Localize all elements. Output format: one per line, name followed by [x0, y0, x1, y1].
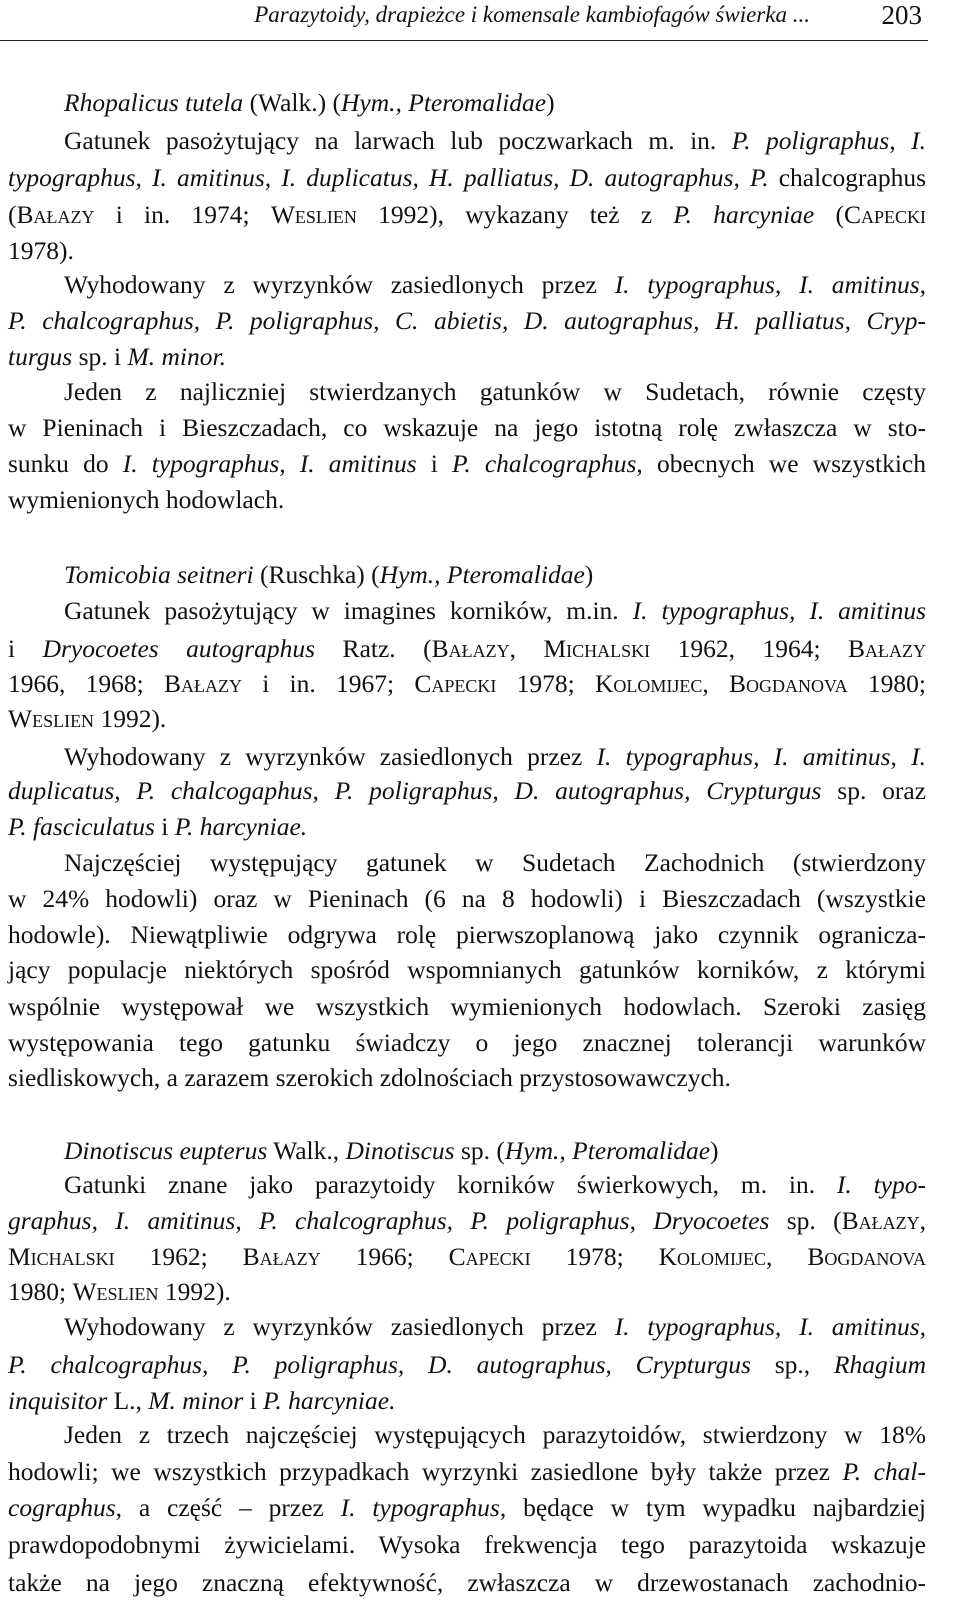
- text-run: chalcographus: [768, 163, 926, 192]
- author-name: Bałazy: [163, 669, 242, 698]
- text-line: [8, 236, 926, 266]
- text-run: sp.,: [750, 1350, 834, 1379]
- italic-text: Hym., Pteromalidae: [379, 560, 585, 589]
- text-line: [64, 1420, 926, 1450]
- text-run: Gatunki znane jako parazytoidy korników świerkowych, m. in.: [64, 1170, 837, 1199]
- text-run: także na jego znaczną efektywność, zwłaszcza w drzewostanach zachodnio-: [8, 1568, 926, 1597]
- text-run: L.,: [107, 1386, 149, 1415]
- text-run: i: [154, 812, 175, 841]
- italic-text: typographus, I. amitinus, I. duplicatus, H. palliatus, D. autographus, P.: [8, 163, 769, 192]
- text-line: [8, 413, 926, 443]
- text-line: [8, 955, 926, 985]
- italic-text: I. typographus, I. amitinus: [122, 449, 417, 478]
- text-run: 1980;: [8, 1277, 73, 1306]
- text-line: [8, 1063, 926, 1093]
- text-run: hodowle). Niewątpliwie odgrywa rolę pierwszoplanową jako czynnik ogranicza-: [8, 920, 926, 949]
- italic-text: I. typographus, I. amitinus, I.: [596, 742, 926, 771]
- text-run: 1980;: [847, 669, 927, 698]
- italic-text: P. harcyniae.: [263, 1386, 396, 1415]
- text-line: [8, 634, 926, 664]
- text-line: [8, 1277, 926, 1307]
- text-line: [64, 1136, 926, 1166]
- text-run: Walk.,: [267, 1136, 346, 1165]
- text-line: [8, 776, 926, 806]
- italic-text: Dryocoetes autographus: [42, 634, 316, 663]
- text-run: prawdopodobnymi żywicielami. Wysoka frekwencja tego parazytoida wskazuje: [8, 1530, 926, 1559]
- text-line: [8, 1206, 926, 1236]
- text-run: 1992).: [158, 1277, 231, 1306]
- text-run: ): [710, 1136, 719, 1165]
- text-run: sp. (: [454, 1136, 505, 1165]
- text-run: Wyhodowany z wyrzynków zasiedlonych przez: [64, 270, 615, 299]
- text-run: i: [243, 1386, 264, 1415]
- italic-text: Rhopalicus tutela: [64, 88, 244, 117]
- text-run: wymienionych hodowlach.: [8, 485, 285, 514]
- text-run: (Walk.) (: [243, 88, 341, 117]
- text-run: jący populacje niektórych spośród wspomnianych gatunków korników, z którymi: [8, 955, 926, 984]
- text-line: [8, 1457, 926, 1487]
- text-run: 1962, 1964;: [650, 634, 848, 663]
- italic-text: inquisitor: [8, 1386, 108, 1415]
- text-run: , obecnych we wszystkich: [636, 449, 927, 478]
- text-line: [64, 88, 926, 118]
- text-line: [8, 812, 926, 842]
- italic-text: Dinotiscus eupterus: [64, 1136, 268, 1165]
- italic-text: cographus: [8, 1493, 116, 1522]
- text-run: występowania tego gatunku świadczy o jego znacznej tolerancji warunków: [8, 1028, 926, 1057]
- author-name: Bałazy: [848, 634, 926, 663]
- text-run: Jeden z trzech najczęściej występujących parazytoidów, stwierdzony w 18%: [64, 1420, 926, 1449]
- text-line: [8, 485, 926, 515]
- author-name: Bałazy: [16, 200, 95, 229]
- text-run: Ratz. (: [315, 634, 432, 663]
- italic-text: I. typographus, I. amitinus: [632, 596, 926, 625]
- text-line: [64, 377, 926, 407]
- author-name: Kolomijec, Bogdanova: [594, 669, 848, 698]
- text-run: 1978).: [8, 236, 74, 265]
- text-run: 1992), wykazany też z: [356, 200, 674, 229]
- author-name: Weslien: [8, 704, 95, 733]
- italic-text: I. typographus: [340, 1493, 500, 1522]
- text-line: [8, 1386, 926, 1416]
- text-line: [64, 848, 926, 878]
- italic-text: turgus: [8, 342, 73, 371]
- author-name: Capecki: [414, 669, 497, 698]
- italic-text: P. poligraphus, I.: [731, 126, 926, 155]
- text-run: Gatunek pasożytujący w imagines korników, m.in.: [64, 596, 633, 625]
- text-run: siedliskowych, a zarazem szerokich zdolnościach przystosowawczych.: [8, 1063, 731, 1092]
- text-run: sunku do: [8, 449, 123, 478]
- text-line: [8, 1568, 926, 1598]
- italic-text: I. typographus, I. amitinus,: [614, 1312, 926, 1341]
- text-run: , będące w tym wypadku najbardziej: [499, 1493, 926, 1522]
- text-line: [8, 884, 926, 914]
- text-line: [8, 704, 926, 734]
- text-run: 1992).: [94, 704, 167, 733]
- italic-text: P. chalcographus: [452, 449, 637, 478]
- text-run: sp. i: [72, 342, 128, 371]
- text-run: ): [584, 560, 594, 589]
- author-name: Weslien: [72, 1277, 159, 1306]
- text-run: i in. 1967;: [241, 669, 415, 698]
- text-line: [64, 1312, 926, 1342]
- italic-text: Rhagium: [833, 1350, 926, 1379]
- italic-text: P. chalcographus, P. poligraphus, C. abietis, D. autographus, H. palliatus, Cryp-: [8, 306, 926, 335]
- text-run: sp. (: [769, 1206, 842, 1235]
- italic-text: duplicatus, P. chalcogaphus, P. poligraphus, D. autographus, Crypturgus: [8, 776, 822, 805]
- author-name: Michalski: [8, 1242, 115, 1271]
- text-run: Najczęściej występujący gatunek w Sudetach Zachodnich (stwierdzony: [64, 848, 926, 877]
- text-line: [8, 306, 926, 336]
- text-run: i: [8, 634, 43, 663]
- text-line: [8, 992, 926, 1022]
- text-run: hodowli; we wszystkich przypadkach wyrzynki zasiedlone były także przez: [8, 1457, 843, 1486]
- text-line: [8, 342, 926, 372]
- italic-text: P. chal-: [842, 1457, 926, 1486]
- text-line: [8, 1530, 926, 1560]
- text-run: 1966, 1968;: [8, 669, 164, 698]
- text-line: [8, 163, 926, 193]
- italic-text: Hym., Pteromalidae: [504, 1136, 711, 1165]
- italic-text: M. minor.: [127, 342, 226, 371]
- italic-text: Hym., Pteromalidae: [340, 88, 547, 117]
- text-run: i: [416, 449, 453, 478]
- text-run: wspólnie występował we wszystkich wymienionych hodowlach. Szeroki zasięg: [8, 992, 926, 1021]
- text-run: w 24% hodowli) oraz w Pieninach (6 na 8 hodowli) i Bieszczadach (wszystkie: [8, 884, 926, 913]
- text-line: [64, 560, 926, 590]
- author-name: Bałazy, Michalski: [431, 634, 651, 663]
- author-name: Capecki: [843, 200, 926, 229]
- text-line: [8, 920, 926, 950]
- text-line: [64, 126, 926, 156]
- italic-text: P. harcyniae: [673, 200, 815, 229]
- text-line: [8, 1242, 926, 1272]
- text-run: sp. oraz: [821, 776, 926, 805]
- author-name: Capecki: [448, 1242, 531, 1271]
- text-line: [64, 596, 926, 626]
- text-line: [8, 200, 926, 230]
- text-line: [64, 270, 926, 300]
- text-run: , a część – przez: [115, 1493, 341, 1522]
- text-line: [8, 1493, 926, 1523]
- italic-text: Tomicobia seitneri: [64, 560, 254, 589]
- italic-text: graphus, I. amitinus, P. chalcographus, P. poligraphus, Dryocoetes: [8, 1206, 770, 1235]
- author-name: Bałazy: [242, 1242, 321, 1271]
- text-run: 1978;: [530, 1242, 659, 1271]
- text-run: (: [8, 200, 17, 229]
- text-run: (: [814, 200, 844, 229]
- text-run: ): [546, 88, 555, 117]
- text-line: [8, 449, 926, 479]
- italic-text: M. minor: [148, 1386, 244, 1415]
- running-header: [0, 0, 928, 41]
- text-line: [8, 669, 926, 699]
- text-run: 1966;: [320, 1242, 449, 1271]
- author-name: Bałazy,: [841, 1206, 927, 1235]
- text-line: [64, 742, 926, 772]
- text-run: w Pieninach i Bieszczadach, co wskazuje na jego istotną rolę zwłaszcza w sto-: [8, 413, 926, 442]
- italic-text: P. chalcographus, P. poligraphus, D. autographus, Crypturgus: [8, 1350, 751, 1379]
- italic-text: P. harcyniae.: [174, 812, 308, 841]
- text-line: [64, 1170, 926, 1200]
- text-run: Gatunek pasożytujący na larwach lub poczwarkach m. in.: [64, 126, 732, 155]
- page-number: 203: [881, 0, 922, 30]
- text-run: Wyhodowany z wyrzynków zasiedlonych przez: [64, 1312, 615, 1341]
- italic-text: Dinotiscus: [345, 1136, 455, 1165]
- text-run: 1962;: [114, 1242, 243, 1271]
- italic-text: P. fasciculatus: [8, 812, 155, 841]
- italic-text: I. typo-: [836, 1170, 926, 1199]
- text-run: Jeden z najliczniej stwierdzanych gatunków w Sudetach, równie częsty: [64, 377, 926, 406]
- text-run: 1978;: [496, 669, 595, 698]
- running-title: Parazytoidy, drapieżce i komensale kambiofagów świerka ...: [254, 2, 810, 27]
- text-line: [8, 1350, 926, 1380]
- text-run: i in. 1974;: [94, 200, 271, 229]
- text-run: (Ruschka) (: [253, 560, 380, 589]
- italic-text: I. typographus, I. amitinus,: [614, 270, 926, 299]
- author-name: Weslien: [270, 200, 357, 229]
- text-line: [8, 1028, 926, 1058]
- text-run: Wyhodowany z wyrzynków zasiedlonych przez: [64, 742, 597, 771]
- author-name: Kolomijec, Bogdanova: [658, 1242, 926, 1271]
